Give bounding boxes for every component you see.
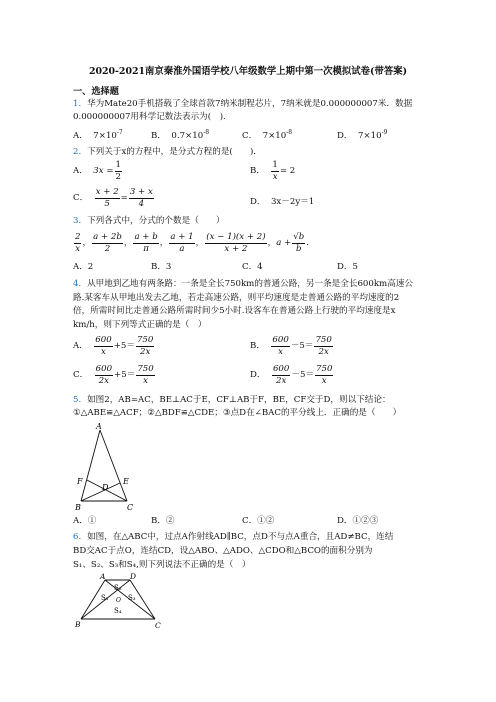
q5-segment-be [81, 483, 120, 501]
q5-line2: ①△ABE≌△ACF；②△BDF≌△CDE；③点D在∠BAC的平分线上．正确的是（ ） [73, 408, 402, 418]
q2-option-c: C． $\frac{x + 2}{5}$ = $\frac{3 + x}{4}$ [73, 187, 153, 209]
q6-line3: S₁、S₂、S₃和S₄,则下列说法不正确的是（ ） [73, 560, 251, 570]
q3-option-d: D．5 [337, 262, 358, 272]
q4-option-c: C． $\frac{600}{2x}$ +5＝ $\frac{750}{x}$ [73, 364, 154, 386]
q3-option-c: C．4 [242, 262, 263, 272]
page-title: 2020-2021南京秦淮外国语学校八年级数学上期中第一次模拟试卷(带答案) [88, 66, 408, 77]
q1-line1 [73, 100, 412, 109]
q6-label-b: B [75, 620, 81, 629]
q5-option-a: A．① [73, 516, 97, 526]
q6-label-a: A [100, 572, 106, 581]
q5-line1: 5．如图2，AB=AC，BE⊥AC于E，CF⊥AB于F，BE，CF交于D，则以下结论： [73, 395, 391, 405]
q5-option-c: C．①② [242, 516, 275, 526]
q5-side-ab [81, 430, 100, 501]
q6-label-s1: S₁ [101, 594, 109, 602]
q1-option-c: C． $7\times 10^{-8}$ [242, 129, 293, 141]
q1-option-a: A． $7\times 10^{-7}$ [73, 129, 123, 141]
q1-option-b: B． $0.7\times 10^{-8}$ [151, 129, 210, 141]
q1-number: 1． [73, 99, 88, 109]
q5-option-b: B．② [151, 516, 175, 526]
q5-label-b: B [75, 503, 81, 512]
q2-stem: 2．下列关于x的方程中，是分式方程的是( )． [73, 147, 262, 157]
q5-option-d: D．①②③ [337, 516, 379, 526]
q4-option-b: B． $\frac{600}{x}$ －5＝ $\frac{750}{2x}$ [250, 335, 332, 357]
q6-label-c: C [155, 621, 161, 630]
q1-option-d: D． $7\times 10^{-9}$ [337, 129, 388, 141]
q6-label-d: D [130, 572, 137, 581]
section-heading: 一、选择题 [73, 86, 119, 97]
q5-label-e: E [123, 477, 129, 486]
q1-text-1: 华为Mate20手机搭载了全球首款7纳米制程芯片，7纳米就是0.000000007米．数据 [87, 99, 413, 109]
q3-expressions: $\frac{2}{x}$ ， $\frac{a + 2b}{2}$ ， $\frac{a + b}{\pi}$ ， $\frac{a + 1}{a}$ ， $\frac{(x - 1)(x + 2)}{x + 2}$ ， a + $\frac{√b}{b}$ ． [75, 232, 315, 254]
q5-label-d: D [102, 483, 109, 492]
q4-option-a: A． $\frac{600}{x}$ +5＝ $\frac{750}{2x}$ [73, 335, 154, 357]
q2-option-a: A． 3x = $\frac{1}{2}$ [73, 160, 121, 182]
q6-label-s2: S₂ [114, 584, 122, 592]
q4-line4: km/h，则下列等式正确的是（ ） [73, 320, 207, 330]
q3-stem: 3．下列各式中，分式的个数是（ ） [73, 216, 225, 226]
q6-label-s4: S₄ [114, 607, 122, 615]
q5-triangle-figure [73, 421, 153, 513]
q5-label-f: F [77, 477, 83, 486]
q1-line2: 0.000000007用科学记数法表示为( ). [73, 112, 226, 122]
q6-line2: BD交AC于点O，连结CD，设△ABO、△ADO、△CDO和△BCO的面积分别为 [73, 546, 373, 556]
q4-line1: 4．从甲地到乙地有两条路：一条是全长750km的普通公路，另一条是全长600km高速公 [73, 279, 413, 289]
q4-line2: 路.某客车从甲地出发去乙地，若走高速公路，则平均速度是走普通公路的平均速度的2 [73, 293, 400, 303]
q2-option-b: B． $\frac{1}{x}$ = 2 [250, 160, 296, 182]
q5-label-c: C [127, 503, 134, 512]
q2-option-d: D． 3x－2y＝1 [250, 197, 315, 207]
q6-label-s3: S₃ [128, 594, 136, 602]
q4-option-d: D． $\frac{600}{2x}$ －5＝ $\frac{750}{x}$ [250, 364, 333, 386]
q6-trapezoid-figure [73, 571, 168, 631]
q4-line3: 倍，所需时间比走普通公路所需时间少5小时.设客车在普通公路上行驶的平均速度是x [73, 306, 396, 316]
q5-label-a: A [96, 422, 102, 431]
q6-label-o: O [116, 597, 121, 604]
q3-option-b: B．3 [151, 262, 172, 272]
q6-line1: 6．如图，在△ABC中，过点A作射线AD∥BC，点D不与点A重合，且AD≠BC，连结 [73, 532, 394, 542]
q3-option-a: A．2 [73, 262, 94, 272]
